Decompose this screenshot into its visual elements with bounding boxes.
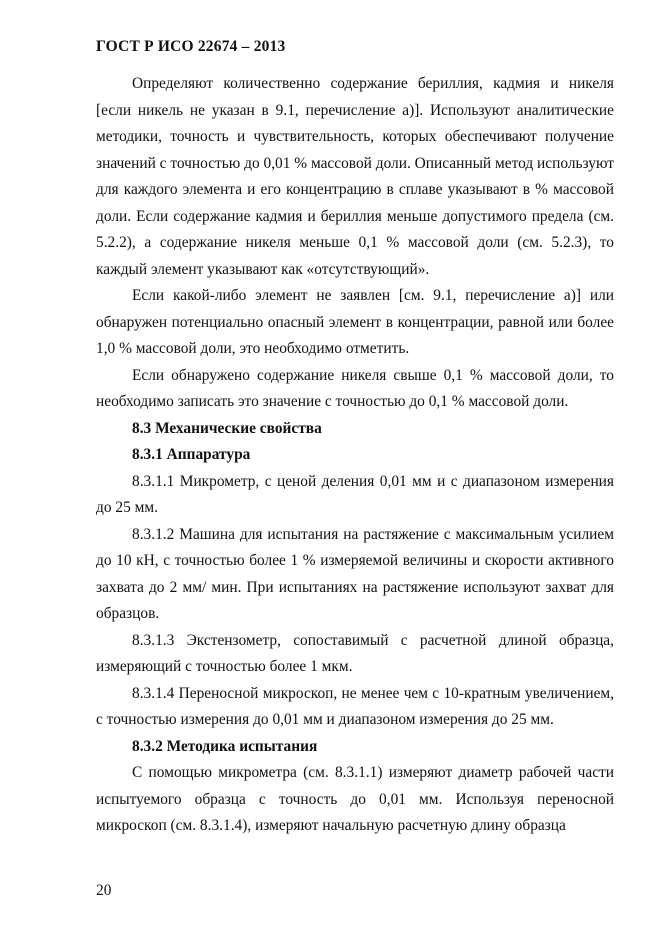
paragraph-8-3-1-2: 8.3.1.2 Машина для испытания на растяжение с максимальным усилием до 10 кН, с точностью более 1 % измеряемой величины и скорости активного захвата до 2 мм/ мин. При испытаниях на растяжение используют захват для образцов.	[96, 525, 614, 622]
document-body	[96, 71, 614, 840]
paragraph-nickel-content: Если обнаружено содержание никеля свыше 0,1 % массовой доли, то необходимо записать это значение с точностью до 0,1 % массовой доли.	[96, 366, 614, 410]
section-heading-8-3-1: 8.3.1 Аппаратура	[132, 446, 251, 463]
paragraph-8-3-1-4: 8.3.1.4 Переносной микроскоп, не менее чем с 10-кратным увеличением, с точностью измерения до 0,01 мм и диапазоном измерения до 25 мм.	[96, 684, 614, 728]
paragraph-8-3-1-1: 8.3.1.1 Микрометр, с ценой деления 0,01 мм и с диапазоном измерения до 25 мм.	[96, 472, 614, 516]
paragraph-8-3-1-3: 8.3.1.3 Экстензометр, сопоставимый с расчетной длиной образца, измеряющий с точностью более 1 мкм.	[96, 631, 614, 675]
paragraph-elements-determination: Определяют количественно содержание бериллия, кадмия и никеля [если никель не указан в 9.1, перечисление а)]. Используют аналитические методики, точность и чувствительность, которых обеспечивают получение значений с точностью до 0,01 % массовой доли. Описанный метод используют для каждого элемента и его концентрацию в сплаве указывают в % массовой доли. Если содержание кадмия и бериллия меньше допустимого предела (см. 5.2.2), а содержание никеля меньше 0,1 % массовой доли (см. 5.2.3), то каждый элемент указывают как «отсутствующий».	[96, 75, 614, 278]
paragraph-undeclared-element: Если какой-либо элемент не заявлен [см. 9.1, перечисление а)] или обнаружен потенциально опасный элемент в концентрации, равной или более 1,0 % массовой доли, это необходимо отметить.	[96, 287, 614, 357]
paragraph-8-3-2: С помощью микрометра (см. 8.3.1.1) измеряют диаметр рабочей части испытуемого образца с точность до 0,01 мм. Используя переносной микроскоп (см. 8.3.1.4), измеряют начальную расчетную длину образца	[96, 764, 614, 834]
document-header: ГОСТ Р ИСО 22674 – 2013	[96, 38, 286, 55]
section-heading-8-3: 8.3 Механические свойства	[132, 419, 322, 437]
page-number: 20	[96, 882, 112, 899]
section-heading-8-3-2: 8.3.2 Методика испытания	[132, 737, 318, 755]
